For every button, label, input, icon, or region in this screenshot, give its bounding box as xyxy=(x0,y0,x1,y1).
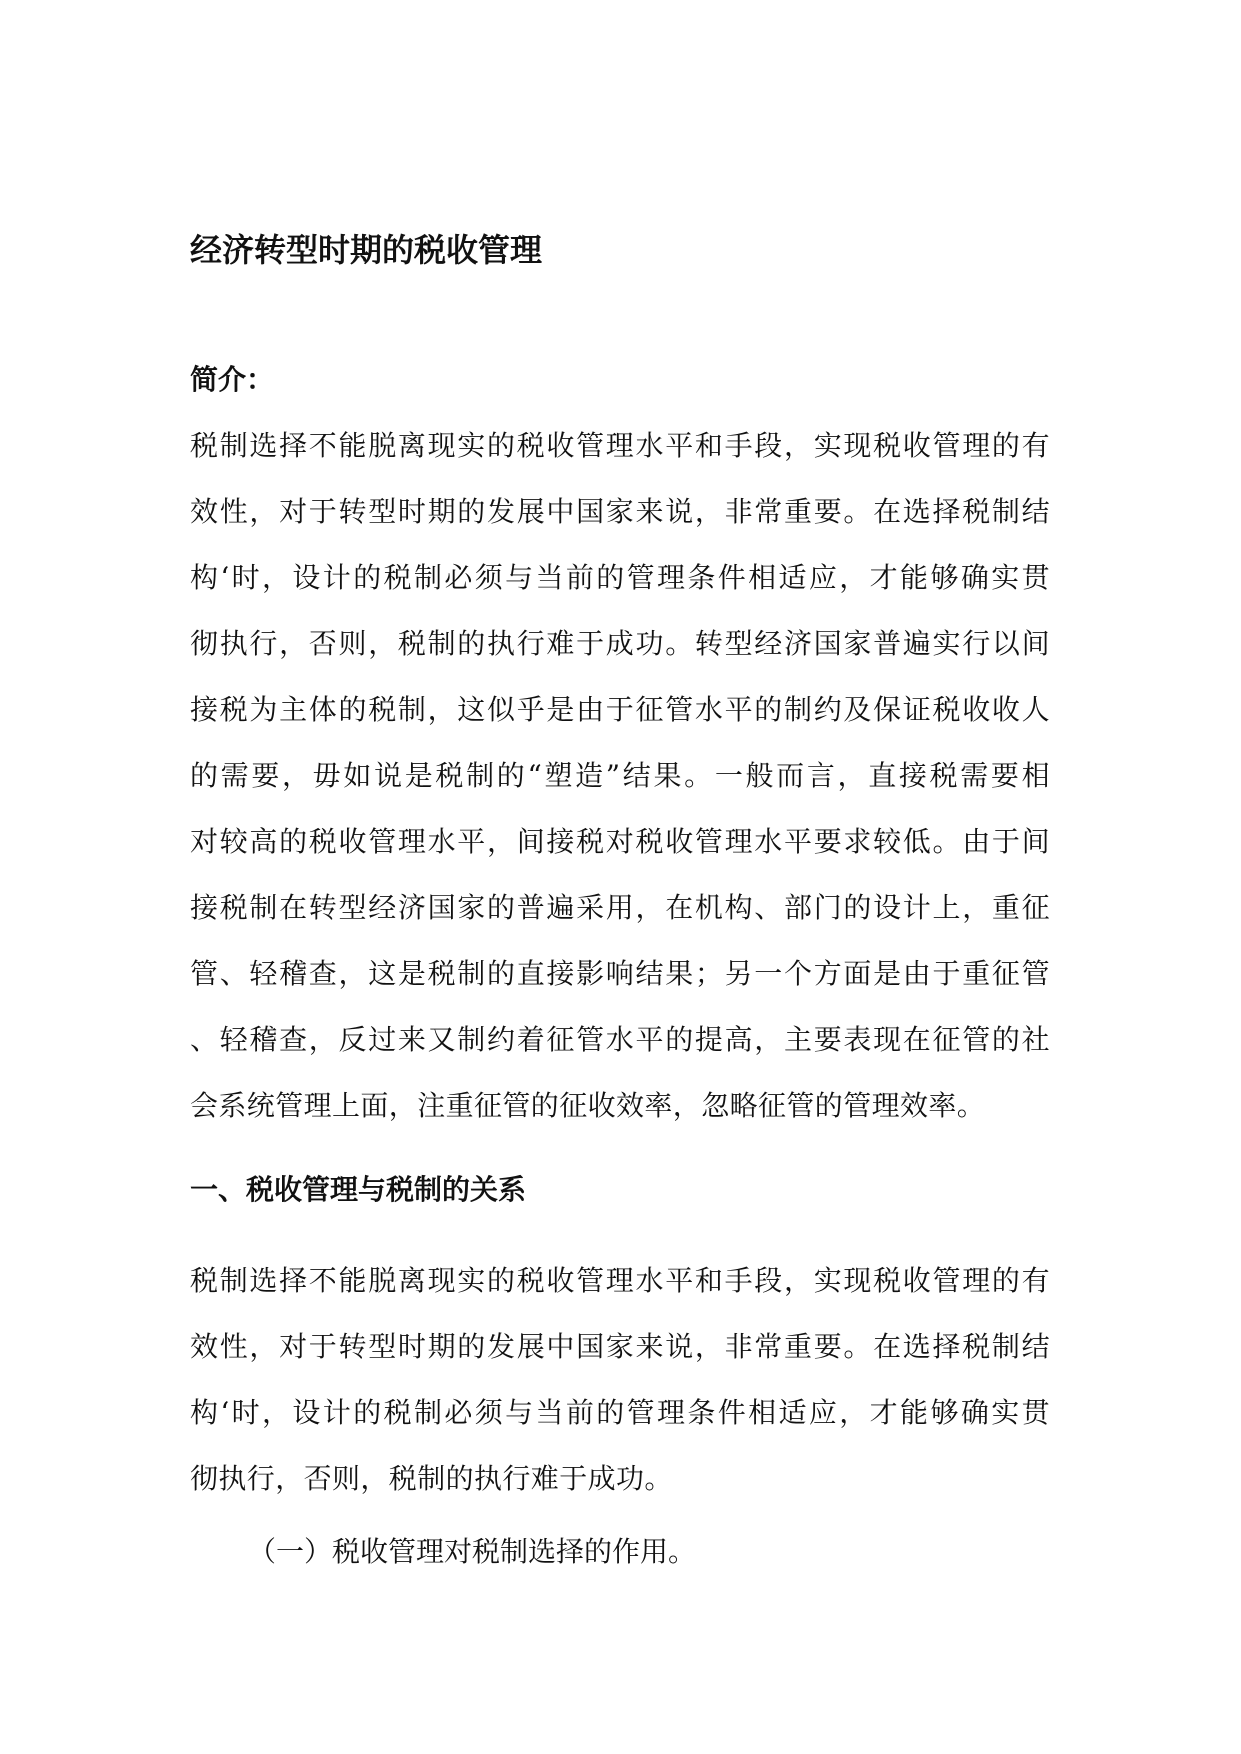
section-line: 效性，对于转型时期的发展中国家来说，非常重要。在选择税制结 xyxy=(190,1330,1050,1363)
intro-line: 构‘时，设计的税制必须与当前的管理条件相适应，才能够确实贯 xyxy=(190,561,1050,594)
intro-line: 彻执行，否则，税制的执行难于成功。转型经济国家普遍实行以间 xyxy=(190,627,1050,660)
section-line: 彻执行，否则，税制的执行难于成功。 xyxy=(190,1462,673,1495)
intro-line: 会系统管理上面，注重征管的征收效率，忽略征管的管理效率。 xyxy=(190,1089,986,1122)
intro-line: 税制选择不能脱离现实的税收管理水平和手段，实现税收管理的有 xyxy=(190,429,1050,462)
section-line: 构‘时，设计的税制必须与当前的管理条件相适应，才能够确实贯 xyxy=(190,1396,1050,1429)
intro-heading: 简介： xyxy=(190,363,275,396)
intro-line: 管、轻稽查，这是税制的直接影响结果；另一个方面是由于重征管 xyxy=(190,957,1050,990)
subsection-heading: （一）税收管理对税制选择的作用。 xyxy=(248,1535,697,1568)
intro-line: 、轻稽查，反过来又制约着征管水平的提高，主要表现在征管的社 xyxy=(190,1023,1050,1056)
section-paragraph xyxy=(190,1248,1050,1512)
document-title: 经济转型时期的税收管理 xyxy=(190,231,543,269)
intro-paragraph xyxy=(190,413,1050,1139)
section-heading: 一、税收管理与税制的关系 xyxy=(190,1173,527,1206)
intro-line: 接税为主体的税制，这似乎是由于征管水平的制约及保证税收收人 xyxy=(190,693,1050,726)
section-line: 税制选择不能脱离现实的税收管理水平和手段，实现税收管理的有 xyxy=(190,1264,1050,1297)
intro-line: 的需要，毋如说是税制的“塑造”结果。一般而言，直接税需要相 xyxy=(190,759,1050,792)
intro-line: 接税制在转型经济国家的普遍采用，在机构、部门的设计上，重征 xyxy=(190,891,1050,924)
intro-line: 对较高的税收管理水平，间接税对税收管理水平要求较低。由于间 xyxy=(190,825,1050,858)
intro-line: 效性，对于转型时期的发展中国家来说，非常重要。在选择税制结 xyxy=(190,495,1050,528)
